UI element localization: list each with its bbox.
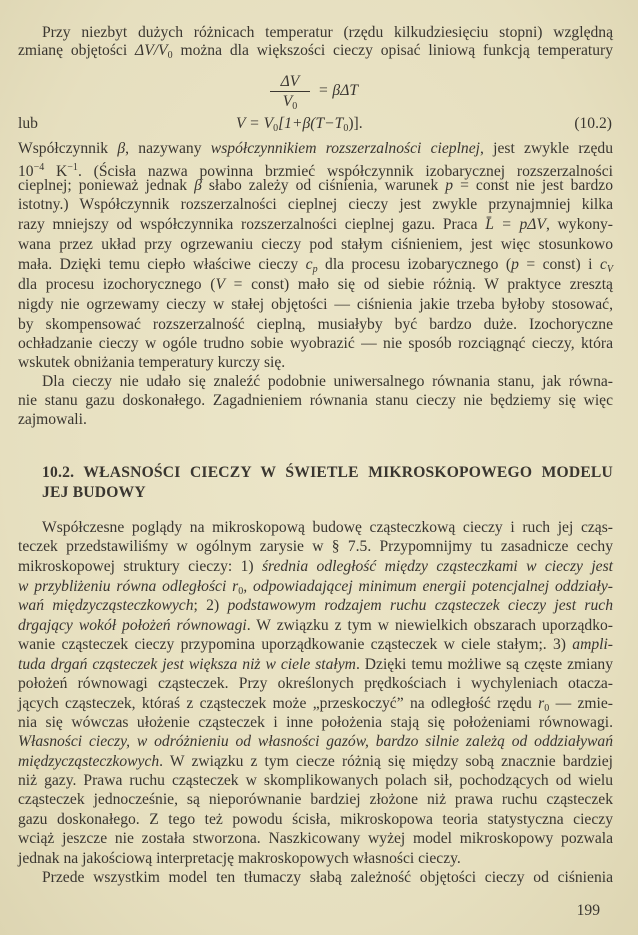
text-run: zmianę objętości [18, 42, 136, 59]
text-run: . Dzięki temu możliwe są częste zmiany [355, 656, 614, 673]
text-run: 10 [18, 163, 34, 180]
text-run: Współczynnik [18, 140, 118, 157]
equation-number: (10.2) [574, 115, 612, 132]
text-run: Współczesne poglądy na mikroskopową budowę cząsteczkową cieczy i ruch jej cząs- [42, 519, 613, 536]
text-line [18, 41, 613, 61]
text-line [18, 849, 613, 869]
eq-end: )]. [348, 115, 363, 132]
text-run: położeń równowagi cząsteczek. Przy określonych prędkościach i wychyleniach otacza- [18, 675, 613, 692]
equation-prefix: lub [18, 115, 38, 132]
text-line [42, 23, 613, 43]
fraction-denominator [270, 92, 310, 116]
italic-text: ΔV/V [135, 42, 168, 59]
text-run: wskutek obniżania temperatury kurczy się. [18, 354, 286, 371]
eq-sub: 0 [273, 123, 279, 134]
italic-text: V [215, 276, 225, 293]
text-run: istotny.) Współczynnik rozszerzalności cieplnej cieczy jest zwykle przynajmniej kilka [18, 196, 613, 213]
text-line [18, 537, 613, 557]
italic-text: β [194, 177, 202, 194]
text-run: cząsteczek jednocześnie, są nieporównanie bardziej złożone niż prawa ruchu cząsteczek [18, 791, 613, 808]
text-run: . (Ścisła nazwa powinna brzmieć współczynnik izobarycznej rozszerzalności [77, 163, 613, 180]
text-line [18, 215, 613, 235]
text-line [18, 391, 613, 411]
text-run: teczek przedstawiliśmy w ogólnym zarysie w § 7.5. Przypomnijmy tu zasadnicze cechy [18, 538, 613, 555]
italic-text: w przybliżeniu równa odległości r [18, 578, 239, 595]
text-run: = const nie jest bardzo [453, 177, 613, 194]
text-line [18, 655, 613, 675]
text-run: K [44, 163, 68, 180]
text-run: , wykony- [545, 216, 613, 233]
text-run: = const) i [518, 256, 600, 273]
section-heading-line-1: 10.2. WŁASNOŚCI CIECZY W ŚWIETLE MIKROSKOPOWEGO MODELU [42, 464, 613, 481]
italic-text: międzycząsteczkowych [18, 753, 160, 770]
italic-text: podstawowym rodzajem ruchu cząsteczek cieczy jest ruch [227, 597, 613, 614]
text-run: — zmie- [549, 695, 613, 712]
italic-text: L̄ = pΔV [485, 216, 546, 233]
text-line [42, 868, 613, 888]
text-line [18, 752, 613, 772]
text-line [18, 694, 613, 714]
text-line [18, 771, 613, 791]
text-line [18, 732, 613, 752]
text-line [18, 315, 613, 335]
text-line [18, 235, 613, 255]
text-run: , jest zwykle rzędu [479, 140, 613, 157]
italic-text: β [117, 140, 126, 157]
italic-text: tuda drgań cząsteczek jest większa niż w ciele stałym [18, 656, 356, 673]
script-text: −4 [33, 162, 45, 173]
text-run: mała. Dzięki temu ciepło właściwe cieczy [18, 256, 306, 273]
italic-text: , odpowiadającej minimum energii potencjalnej oddziały- [243, 578, 613, 595]
text-run: nia się wówczas ułożenie cząsteczek i inne położenia stają się położeniami równowagi. [18, 714, 613, 731]
text-run: . W związku z tym ciecze różnią się między sobą znacznie bardziej [159, 753, 613, 770]
text-line [18, 829, 613, 849]
text-line [18, 295, 613, 315]
script-text: V [606, 264, 613, 275]
script-text: p [312, 264, 318, 275]
text-run: razy mniejszy od współczynnika rozszerzalności cieplnej gazu. Praca [18, 216, 486, 233]
text-run: , nazywany [125, 140, 211, 157]
italic-text: c [305, 256, 313, 273]
text-run: wciąż jeszcze nie została stworzona. Naszkicowany wyżej model mikroskopowy pozwala [18, 830, 613, 847]
text-line [18, 635, 613, 655]
text-run: nigdy nie ogrzewamy cieczy w stałej objętości — ciśnienia jakie trzeba byłoby stosować, [18, 296, 613, 313]
text-run: = const) mało się od siebie różnią. W praktyce zresztą [224, 276, 613, 293]
text-line [18, 557, 613, 577]
text-run: zajmowali. [18, 411, 87, 428]
text-run: niż gazy. Prawa ruchu cząsteczek w skomplikowanych polach sił, pochodzących od wielu [18, 772, 613, 789]
denominator-symbol: V [282, 93, 293, 110]
text-run: dla procesu izobarycznego ( [317, 256, 512, 273]
italic-text: wań międzycząsteczkowych [18, 597, 194, 614]
text-line [42, 372, 613, 392]
italic-text: współczynnikiem rozszerzalności cieplnej [210, 140, 480, 157]
italic-text: r [538, 695, 545, 712]
script-text: 0 [167, 50, 173, 61]
text-line [18, 810, 613, 830]
text-run: jących cząsteczek, któraś z cząsteczek może „przeskoczyć” na odległość rzędu [18, 695, 539, 712]
text-run: wana przez układ przy ogrzewaniu cieczy pod stałym ciśnieniem, jest więc stosunkowo [18, 236, 613, 253]
eq-mid: [1+β(T−T [278, 115, 344, 132]
text-run: jednak na jakościową interpretację makroskopowych własności cieczy. [18, 850, 461, 867]
page-number: 199 [576, 902, 600, 919]
text-line [18, 195, 613, 215]
text-run: ; 2) [193, 597, 228, 614]
italic-text: p [511, 256, 519, 273]
text-run: mikroskopowej struktury cieczy: 1) [18, 558, 262, 575]
denominator-subscript: 0 [292, 101, 298, 112]
text-line [18, 353, 613, 373]
script-text: −1 [67, 162, 78, 173]
text-run: dla procesu izochorycznego ( [18, 276, 216, 293]
text-line [18, 616, 613, 636]
equation-10-2 [236, 115, 363, 134]
italic-text: c [599, 256, 607, 273]
text-run: gazu doskonałego. Z tego też powodu ścisła, mikroskopowa teoria statystyczna cieczy [18, 811, 613, 828]
equation-rhs: = βΔT [318, 82, 359, 99]
text-run: Przy niezbyt dużych różnicach temperatur (rzędu kilkudziesięciu stopni) względną [42, 24, 613, 41]
text-run: można dla większości cieczy opisać liniową funkcją temperatury [172, 42, 613, 59]
text-line [18, 410, 613, 430]
text-run: by skompensować rozszerzalność cieplną, musiałyby być bardzo duże. Izochoryczne [18, 316, 613, 333]
text-line [18, 334, 613, 354]
fraction-numerator: ΔV [270, 72, 310, 92]
italic-text: ampli- [572, 636, 613, 653]
italic-text: p [445, 177, 454, 194]
text-run: nie stanu gazu doskonałego. Zagadnieniem równania stanu cieczy nie będziemy się więc [18, 392, 613, 409]
italic-text: średnia odległość między cząsteczkami w cieczy jest [261, 558, 613, 575]
eq-sub: 0 [343, 123, 349, 134]
text-run: słabo zależy od ciśnienia, warunek [201, 177, 446, 194]
text-line [18, 790, 613, 810]
italic-text: drgający wokół położeń równowagi [18, 617, 247, 634]
text-run: . W związku z tym w niewielkich obszarach uporządko- [246, 617, 613, 634]
text-line [18, 713, 613, 733]
text-line [42, 518, 613, 538]
text-run: Przede wszystkim model ten tłumaczy słabą zależność objętości cieczy od ciśnienia [42, 869, 613, 886]
text-line [18, 674, 613, 694]
equation-fraction [270, 72, 310, 116]
script-text: 0 [544, 703, 550, 714]
text-run: Dla cieczy nie udało się znaleźć podobnie uniwersalnego równania stanu, jak równa- [42, 373, 613, 390]
text-line [18, 139, 613, 159]
text-line [18, 275, 613, 295]
text-line [18, 596, 613, 616]
text-run: wanie cząsteczek cieczy przypomina uporządkowanie cząsteczek w ciele stałym;. 3) [18, 636, 573, 653]
eq-lhs: V = V [236, 115, 274, 132]
text-run: cieplnej; ponieważ jednak [18, 177, 195, 194]
section-heading-line-2: JEJ BUDOWY [42, 484, 146, 501]
text-line [18, 255, 613, 275]
text-line [18, 176, 613, 196]
text-line [18, 577, 613, 597]
text-line [18, 158, 613, 178]
script-text: 0 [238, 586, 244, 597]
italic-text: Własności cieczy, w odróżnieniu od własności gazów, bardzo silnie zależą od oddziaływań [18, 733, 613, 750]
text-run: ochładzanie cieczy w ogóle trudno sobie wyobrazić — nie sposób rozciągnąć cieczy, która [18, 335, 613, 352]
